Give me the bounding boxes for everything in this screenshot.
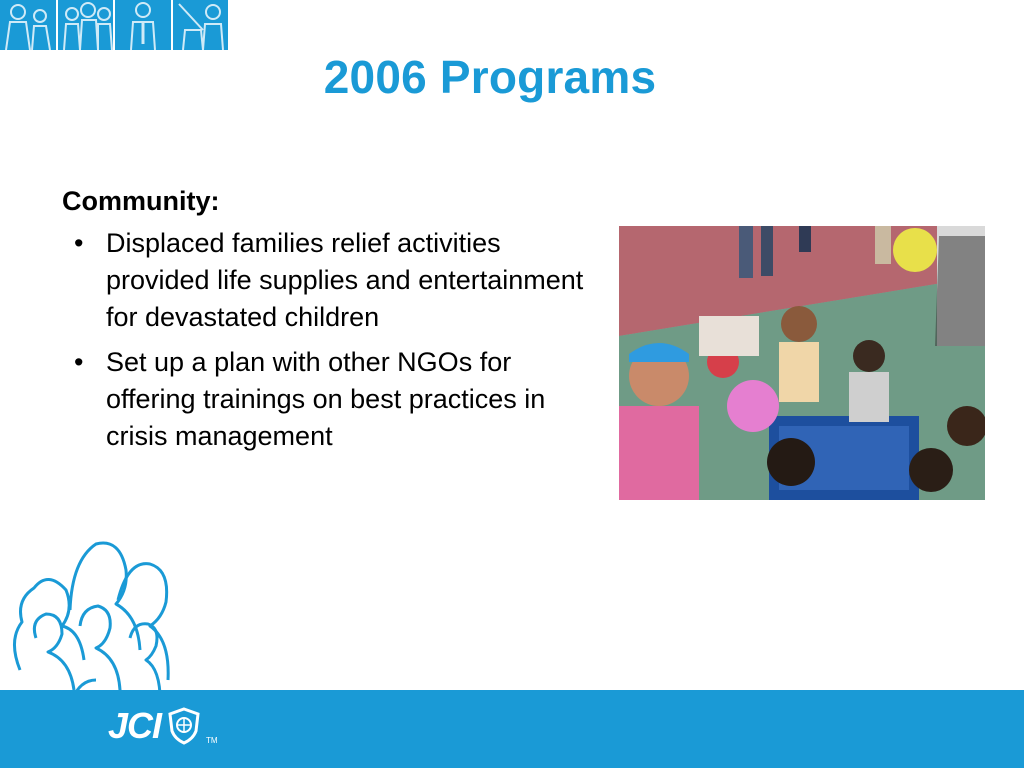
trademark-mark: TM [206, 736, 218, 745]
people-silhouette-icon [58, 0, 114, 50]
people-silhouette-icon [115, 0, 171, 50]
bullet-list [62, 225, 602, 455]
slide-title: 2006 Programs [323, 51, 657, 103]
jci-shield-icon [167, 707, 201, 745]
header-tile [173, 0, 229, 50]
community-photo-illustration [619, 226, 985, 500]
bullet-text: Displaced families relief activities provided life supplies and entertainment for devastated children [106, 228, 584, 332]
logo-text: JCI [108, 705, 162, 746]
bullet-text: Set up a plan with other NGOs for offering trainings on best practices in crisis management [106, 347, 546, 451]
people-silhouette-icon [173, 0, 229, 50]
header-graphic-strip [0, 0, 230, 50]
community-photo [619, 226, 985, 500]
people-silhouette-icon [0, 0, 56, 50]
slide-content [62, 186, 602, 463]
bullet-symbol: • [74, 347, 84, 377]
bullet-item [62, 344, 602, 455]
header-tile [58, 0, 114, 50]
header-tile [115, 0, 171, 50]
jci-logo [108, 705, 218, 746]
section-heading: Community: [62, 186, 220, 216]
bullet-item [62, 225, 602, 336]
header-tile [0, 0, 56, 50]
bullet-symbol: • [74, 228, 84, 258]
